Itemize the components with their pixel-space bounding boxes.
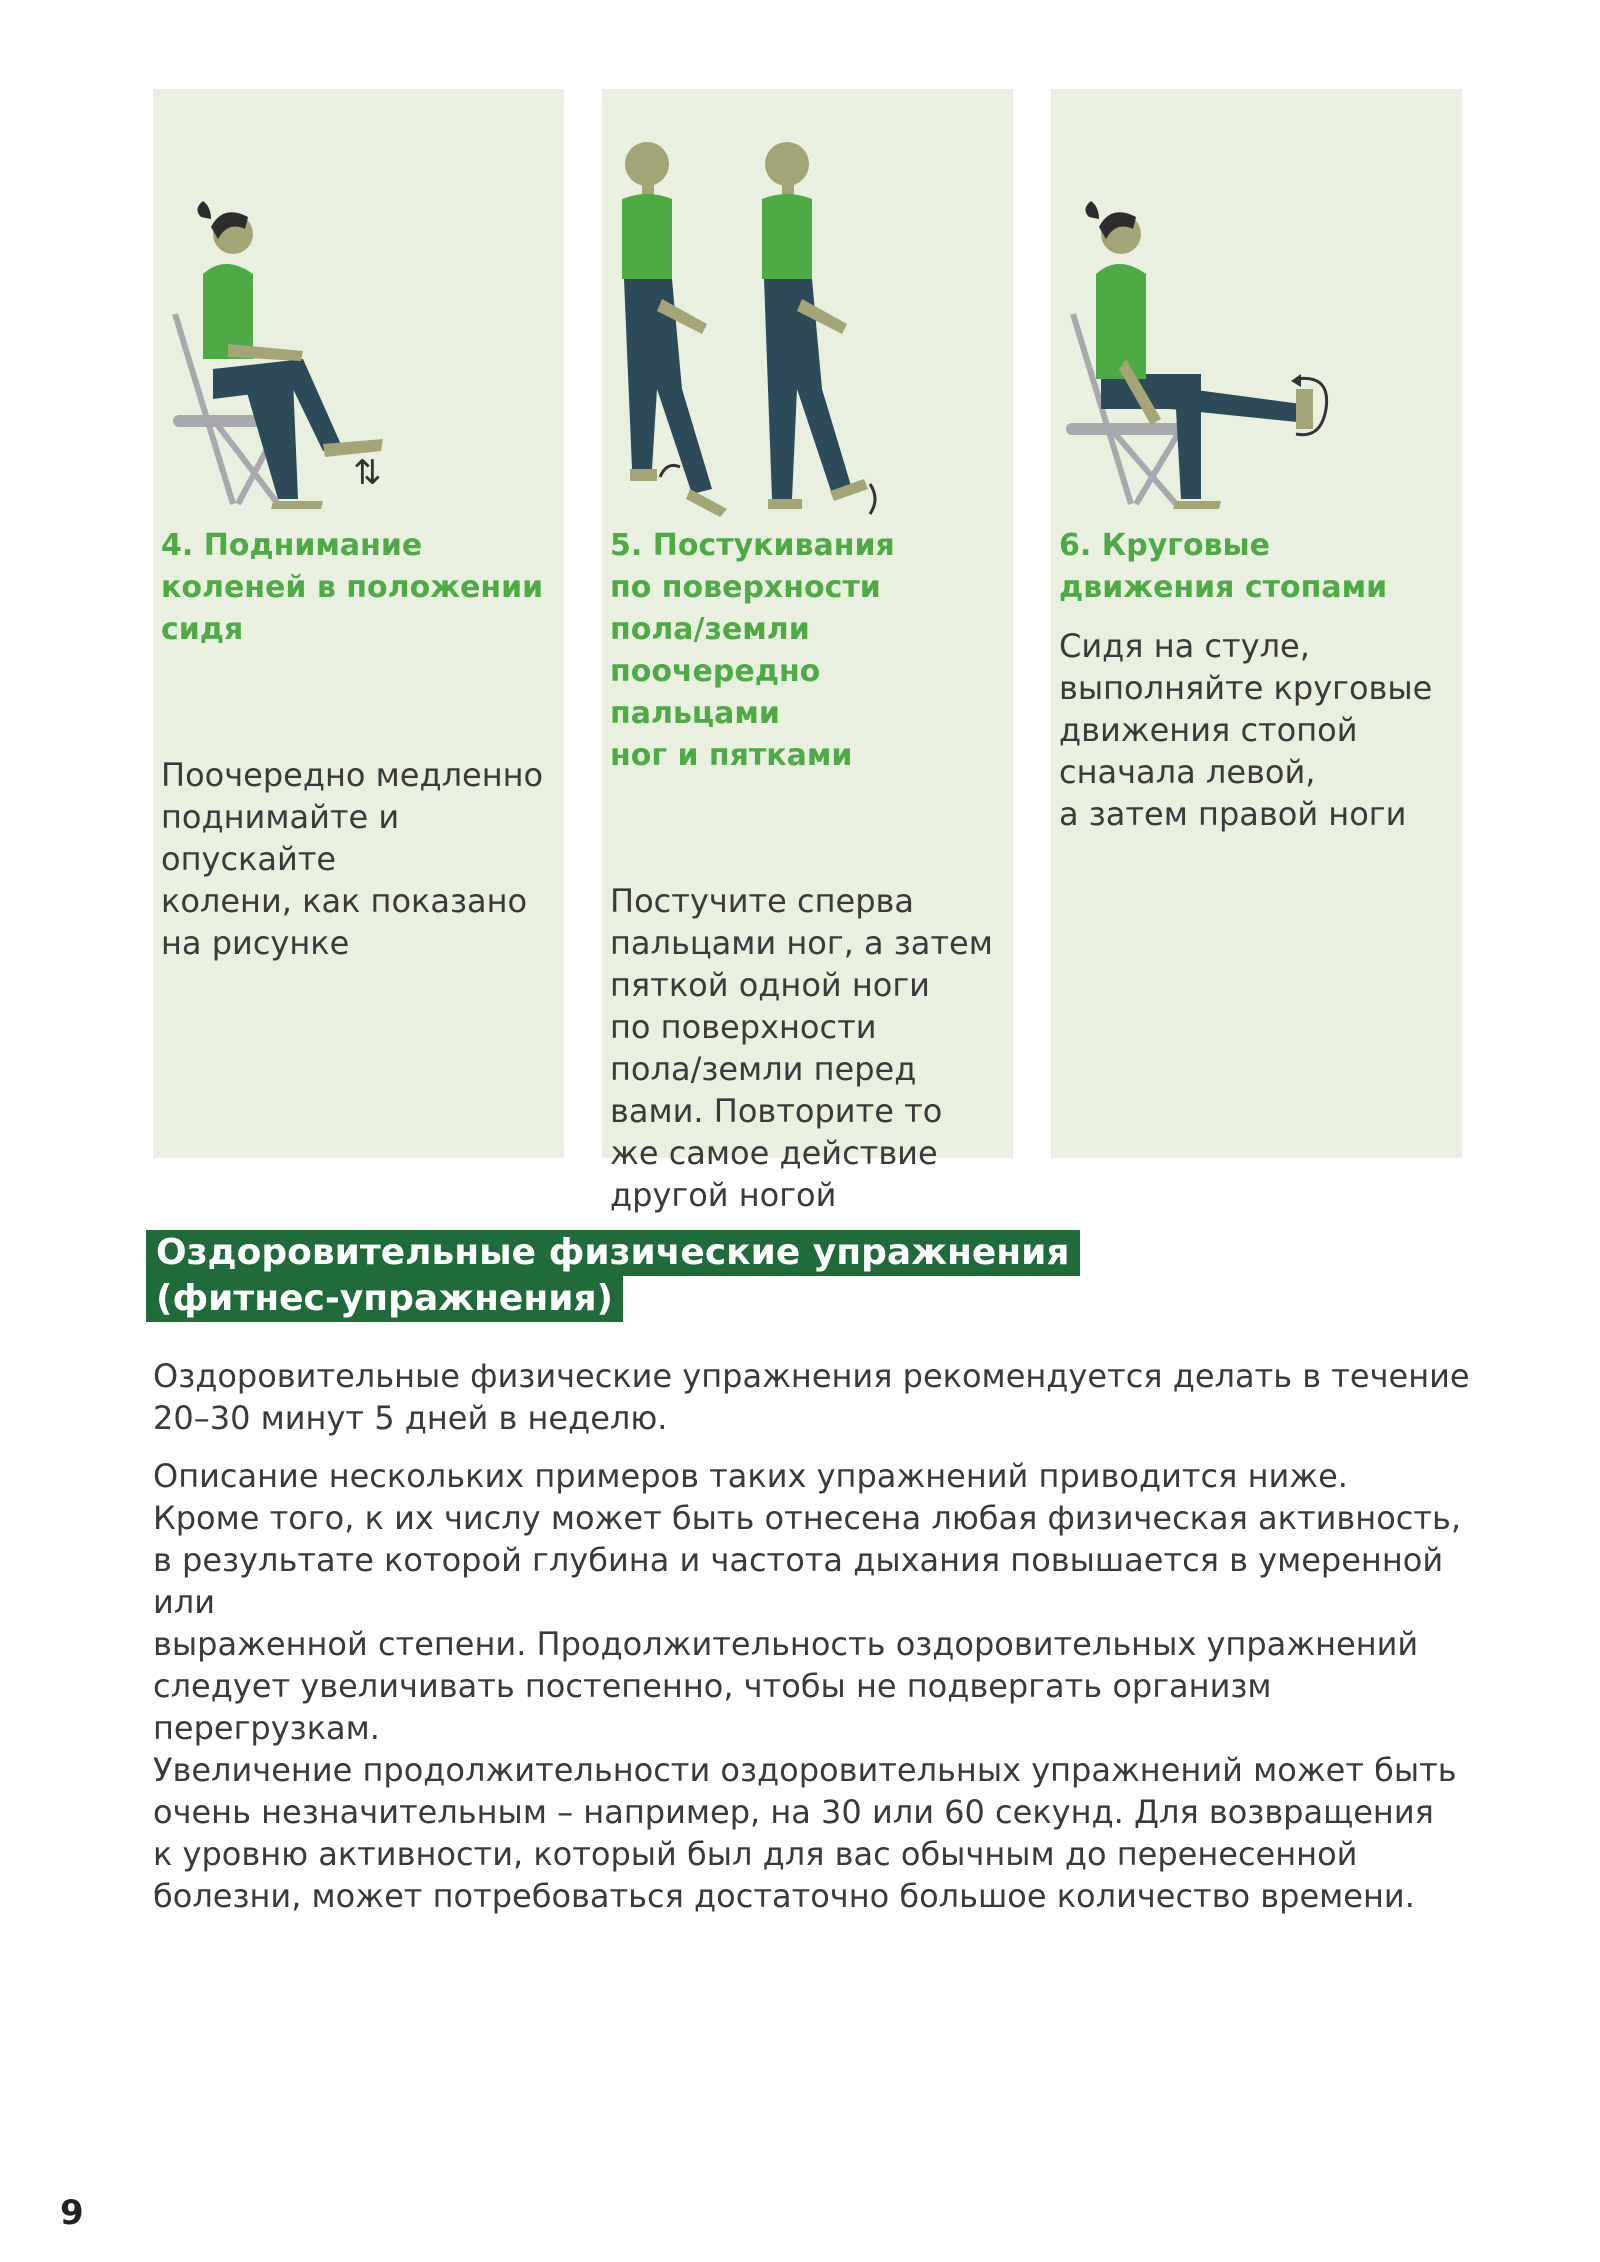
exercise-description: Постучите сперва пальцами ног, а затем пяткой одной ноги по поверхности пола/земли перед вами. Повторите то же самое действие другой ногой (610, 882, 993, 1214)
section-heading (146, 1230, 1080, 1322)
exercise-card-4 (153, 89, 564, 1158)
ankle-circles-illustration (1051, 89, 1462, 529)
exercise-card-6 (1051, 89, 1462, 1158)
exercise-title: 4. Поднимание коленей в положении сидя (161, 528, 544, 647)
page-number: 9 (60, 2193, 84, 2233)
exercise-title: 6. Круговые движения стопами (1059, 528, 1388, 605)
body-paragraph: Описание нескольких примеров таких упражнений приводится ниже. Кроме того, к их числу может быть отнесена любая физическая активность, в результате которой глубина и частота дыхания повышается в умеренной или выраженной степени. Продолжительность оздоровительных упражнений следует увеличивать постепенно, чтобы не подвергать организм перегрузкам. Увеличение продолжительности оздоровительных упражнений может быть очень незначительным – например, на 30 или 60 секунд. Для возвращения к уровню активности, который был для вас обычным до перенесенной болезни, может потребоваться достаточно большое количество времени. (153, 1457, 1462, 1915)
toe-heel-tap-illustration (602, 89, 1013, 529)
intro-paragraph: Оздоровительные физические упражнения рекомендуется делать в течение 20–30 минут 5 дней в неделю. (153, 1357, 1470, 1437)
exercise-title: 5. Постукивания по поверхности пола/земли поочередно пальцами ног и пятками (610, 528, 895, 773)
seated-knee-raise-illustration (153, 89, 564, 529)
exercise-description: Поочередно медленно поднимайте и опускайте колени, как показано на рисунке (161, 756, 544, 962)
svg-text:⇅: ⇅ (353, 453, 382, 493)
section-heading-line1: Оздоровительные физические упражнения (146, 1230, 1080, 1276)
exercise-description: Сидя на стуле, выполняйте круговые движения стопой сначала левой, а затем правой ноги (1059, 627, 1433, 833)
section-heading-line2: (фитнес-упражнения) (146, 1276, 623, 1322)
exercise-card-5 (602, 89, 1013, 1214)
